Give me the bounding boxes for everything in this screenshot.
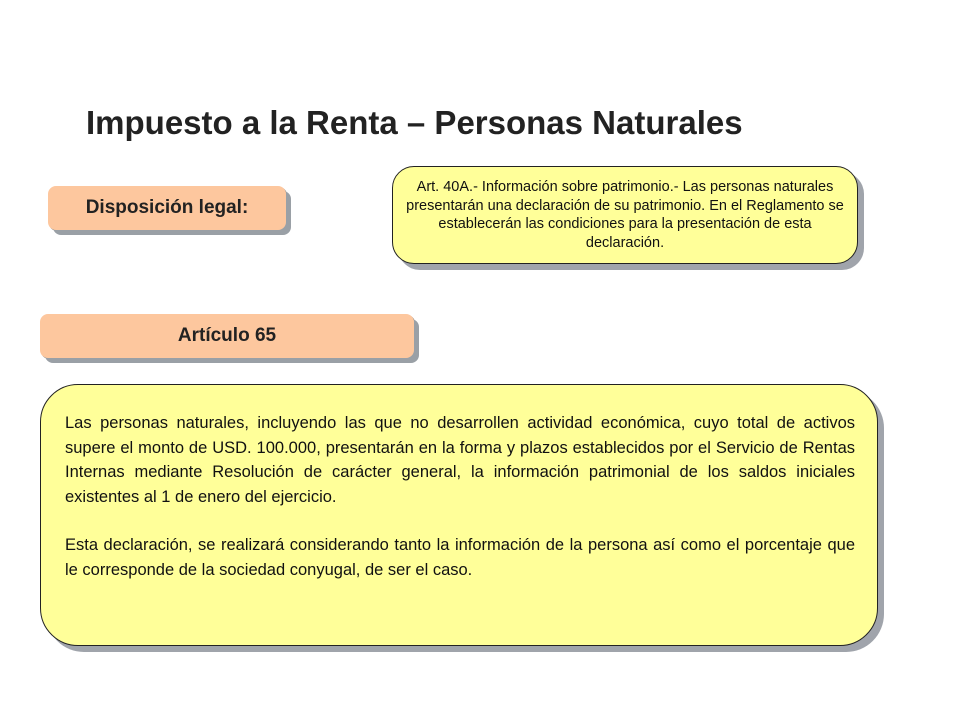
article-text-box (40, 384, 878, 646)
article-label-text: Artículo 65 (177, 325, 277, 346)
legal-disposition-label (48, 186, 286, 230)
page-title: Impuesto a la Renta – Personas Naturales (86, 104, 743, 141)
article-paragraph-2: Esta declaración, se realizará considerando tanto la información de la persona así como el porcentaje que le corresponde de la sociedad conyugal, de ser el caso. (65, 536, 855, 579)
legal-disposition-label-text: Disposición legal: (85, 197, 249, 218)
legal-text: Art. 40A.- Información sobre patrimonio.- Las personas naturales presentarán una declaración de su patrimonio. En el Reglamento se establecerán las condiciones para la presentación de esta declaración. (406, 179, 844, 251)
article-label (40, 314, 414, 358)
legal-text-box (392, 166, 858, 264)
article-paragraph-1: Las personas naturales, incluyendo las que no desarrollen actividad económica, cuyo total de activos supere el monto de USD. 100.000, presentarán en la forma y plazos establecidos por el Servicio de Rentas Internas mediante Resolución de carácter general, la información patrimonial de los saldos iniciales existentes al 1 de enero del ejercicio. (65, 414, 855, 506)
